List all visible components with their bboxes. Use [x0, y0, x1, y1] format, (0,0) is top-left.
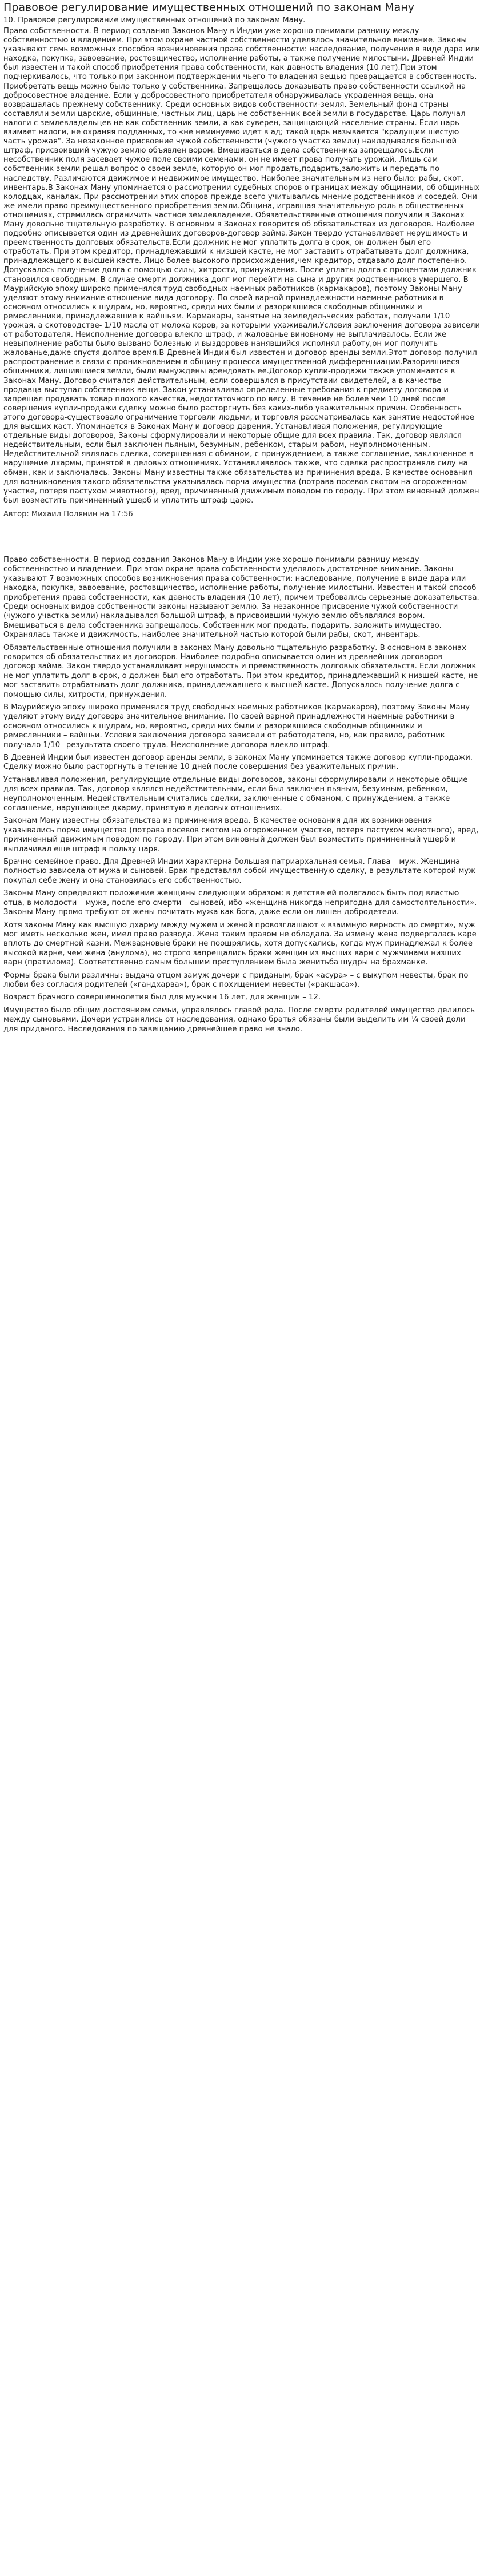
article-body-first	[3, 27, 481, 505]
body-paragraph: Возраст брачного совершеннолетия был для мужчин 16 лет, для женщин – 12.	[3, 993, 321, 1002]
body-paragraph: Хотя законы Ману как высшую дхарму между мужем и женой провозглашают « взаимную верность до смерти», муж мог иметь несколько жен, имел право развода. Жена таким правом не обладала. За измену жена подвергалась каре вплоть до смертной казни. Межварновые браки не поощрялись, хотя допускались, когда муж принадлежал к более высокой варне, чем жена (анулома), но строго запрещались браки женщин из высших варн с мужчинами низших варн (пратилома). Соответственно самым большим преступлением была женитьба шудры на брахманке.	[3, 920, 477, 967]
body-paragraph: Формы брака были различны: выдача отцом замуж дочери с приданым, брак «асура» – с выкупом невесты, брак по любви без согласия родителей («гандхарва»), брак с похищением невесты («ракшаса»).	[3, 971, 469, 989]
body-paragraph: Обязательственные отношения получили в законах Ману довольно тщательную разработку. В основном в законах говорится об обязательствах из договоров. Наиболее подробно описывается один из древнейших договоров – договор займа. Закон твердо устанавливает нерушимость и преемственность долговых обязательств. Если должник не мог уплатить долг в срок, о должен был его отработать. При этом кредитор, принадлежавший к низшей касте, не мог заставить отрабатывать долг должника, принадлежавшего к высшей касте. Допускалось получение долга с помощью силы, хитрости, принуждения.	[3, 643, 478, 699]
article-page	[0, 0, 484, 1034]
author-label: Автор:	[3, 509, 29, 519]
page-title: Правовое регулирование имущественных отношений по законам Ману	[3, 1, 414, 14]
article-intro: 10. Правовое регулирование имущественных отношений по законам Ману.	[3, 16, 306, 25]
body-paragraph: Законы Ману определяют положение женщины следующим образом: в детстве ей полагалось быть под властью отца, в молодости – мужа, после его смерти – сыновей, ибо «женщина никогда непригодна для самостоятельности». Законы Ману прямо требуют от жены почитать мужа как бога, даже если он лишен добродетели.	[3, 889, 477, 917]
body-paragraph: Имущество было общим достоянием семьи, управлялось главой рода. После смерти родителей имущество делилось между сыновьями. Дочери устранялись от наследования, однако братья обязаны были выделить им ¼ своей доли для приданого. Наследования по завещанию древнейшее право не знало.	[3, 1006, 475, 1034]
body-paragraph: Право собственности. В период создания Законов Ману в Индии уже хорошо понимали разницу между собственностью и владением. При этом охране частной собственности уделялось значительное внимание. Законы указывают семь возможных способов возникновения права собственности: наследование, получение в виде дара или находка, покупка, завоевание, ростовщичество, исполнение работы, а также получение милостыни. Древней Индии был известен и такой способ приобретения права собственности, как давность владения (10 лет).При этом подчеркивалось, что только при законном подтверждении чьего-то владения вещью превращается в собственность. Приобретать вещь можно было только у собственника. Запрещалось доказывать право собственности ссылкой на добросовестное владение. Если у добросовестного приобретателя обнаруживалась украденная вещь, она возвращалась прежнему собственнику. Среди основных видов собственности-земля. Земельный фонд страны составляли земли царские, общинные, частных лиц, царь не собственник всей земли в государстве. Царь получал налоги с землевладельцев не как собственник земли, а как суверен, защищающий население страны. Если царь взимает налоги, не охраняя подданных, то «не неминуемо идет в ад; такой царь называется "крадущим шестую часть урожая". За незаконное присвоение чужой собственности (чужого участка земли) накладывался большой штраф, присвоивший чужую землю объявлен вором. Вмешиваться в дела собственника запрещалось.Если несобственник поля засевает чужое поле своими семенами, он не имеет права получать урожай. Лишь сам собственник земли решал вопрос о своей земле, которую он мог продать,подарить,заложить и передать по наследству. Различаются движимое и недвижимое имущество. Наиболее значительным из него было: рабы, скот, инвентарь.В Законах Ману упоминается о рассмотрении судебных споров о границах между общинами, об общинных колодцах, каналах. При рассмотрении этих споров прежде всего учитывались мнение родственников и соседей. Они же имели право преимущественного приобретения земли.Община, игравшая значительную роль в общественных отношениях, стремилась ограничить частное землевладение. Обязательственные отношения получили в Законах Ману довольно тщательную разработку. В основном в Законах говорится об обязательствах из договоров. Наиболее подробно описывается один из древнейших договоров-договор займа.Закон твердо устанавливает нерушимость и преемственность долговых обязательств.Если должник не мог уплатить долга в срок, он должен был его отработать. При этом кредитор, принадлежавший к низшей касте, не мог заставить отрабатывать долг должника, принадлежащего к высшей касте. Лицо более высокого происхождения,чем кредитор, отдавало долг постепенно. Допускалось получение долга с помощью силы, хитрости, принуждения. После уплаты долга с процентами должник становился свободным. В случае смерти должника долг мог перейти на сына и других родственников умершего. В Маурийскую эпоху широко применялся труд свободных наемных работников (кармакаров), поэтому Законы Ману уделяют этому внимание отношение вида договору. По своей варной принадлежности наемные работники в основном относились к шудрам, но, вероятно, среди них были и разорившиеся свободные общинники и ремесленники, принадлежавшие к вайшьям. Кармакары, занятые на земледельческих работах, получали 1/10 урожая, а скотоводстве- 1/10 масла от молока коров, за которыми ухаживали.Условия заключения договора зависели от работодателя. Неисполнение договора влекло штраф, и жалованье виновному не выплачивалось. Если же невыполнение работы было вызвано болезнью и выздоровев нанявшийся исполнял работу,он мог получить жалованье,даже спустя долгое время.В Древней Индии был известен и договор аренды земли.Этот договор получил распространение в связи с проникновением в общину процесса имущественной дифференциации.Разорившиеся общинники, лишившиеся земли, были вынуждены арендовать ее.Договор купли-продажи также упоминается в Законах Ману. Договор считался действительным, если совершался в присутствии свидетелей, а в качестве продавца выступал собственник вещи. Закон устанавливал определенные требования к предмету договора и запрещал продавать товар плохого качества, недостаточного по весу. В течение не более чем 10 дней после совершения купли-продажи сделку можно было расторгнуть без каких-либо уважительных причин. Особенность этого договора-существовало ограничение торговли людьми, и торговля рассматривалась как занятие недостойное для высших каст. Упоминается в Законах Ману и договор дарения. Устанавливая положения, регулирующие отдельные виды договоров, Законы сформулировали и некоторые общие для всех правила. Так, договор являлся недействительным, если был заключен пьяным, безумным, ребенком, старым рабом, неуполномоченным. Недействительной являлась сделка, совершенная с обманом, с принуждением, а также соглашение, заключенное в нарушение дхармы, принятой в деловых отношениях. Устанавливалось также, что сделка распространяла силу на обман, как и заключалась. Законы Ману известны также обязательства из причинения вреда. В качестве основания для возникновения такого обязательства указывалась порча имущества (потрава посевов скотом на огороженном участке, потеря пастухом животного), вред, причиненный движимым поводом по городу. При этом виновный должен был возместить причиненный ущерб и уплатить штраф царю.	[3, 27, 481, 505]
body-paragraph: В Древней Индии был известен договор аренды земли, в законах Ману упоминается также договор купли-продажи. Сделку можно было расторгнуть в течение 10 дней после совершения без уважительных причин.	[3, 753, 473, 772]
author-link[interactable]: Михаил Полянин	[31, 509, 98, 519]
body-paragraph: Устанавливая положения, регулирующие отдельные виды договоров, законы сформулировали и некоторые общие для всех правила. Так, договор являлся недействительным, если был заключен пьяным, безумным, ребенком, неуполномоченным. Недействительным считались сделки, заключенные с обманом, с принуждением, а также соглашение, нарушающее дхарму, принятую в деловых отношениях.	[3, 775, 468, 813]
article-body-second	[3, 556, 481, 1034]
body-paragraph: В Маурийскую эпоху широко применялся труд свободных наемных работников (кармакаров), поэтому Законы Ману уделяют этому виду договора значительное внимание. По своей варной принадлежности наемные работники в основном относились к шудрам, но, вероятно, среди них были и разорившиеся свободные общинники и ремесленники – вайшьи. Условия заключения договора зависели от работодателя, но, как правило, работник получало 1/10 –результата своего труда. Неисполнение договора влекло штраф.	[3, 703, 470, 749]
author-on: на	[99, 509, 109, 519]
body-paragraph: Право собственности. В период создания Законов Ману в Индии уже хорошо понимали разницу между собственностью и владением. При этом охране права собственности уделялось достаточное внимание. Законы указывают 7 возможных способов возникновения права собственности: наследование, получение в виде дара или находка, покупка, завоевание, ростовщичество, исполнение работы, получение милостыни. Известен и такой способ приобретения права собственности, как давность владения (10 лет), причем требовались серьезные доказательства. Среди основных видов собственности законы называют землю. За незаконное присвоение чужой собственности (чужого участка земли) накладывался большой штраф, а присвоивший чужую землю объявлялся вором. Вмешиваться в дела собственника запрещалось. Собственник мог продать, подарить, заложить имущество. Охранялась также и движимость, наиболее значительной частью которой были рабы, скот, инвентарь.	[3, 555, 479, 640]
body-paragraph: Брачно-семейное право. Для Древней Индии характерна большая патриархальная семья. Глава – муж. Женщина полностью зависела от мужа и сыновей. Брак представлял собой имущественную сделку, в результате которой муж покупал себе жену и она становилась его собственностью.	[3, 858, 475, 885]
body-paragraph: Законам Ману известны обязательства из причинения вреда. В качестве основания для их возникновения указывались порча имущества (потрава посевов скотом на огороженном участке, потеря пастухом животного), вред, причиненный движимым поводом по городу. При этом виновный должен был возместить причиненный ущерб и выплачивал еще штраф в пользу царя.	[3, 816, 479, 854]
author-line	[3, 510, 481, 519]
post-time: 17:56	[111, 509, 133, 519]
